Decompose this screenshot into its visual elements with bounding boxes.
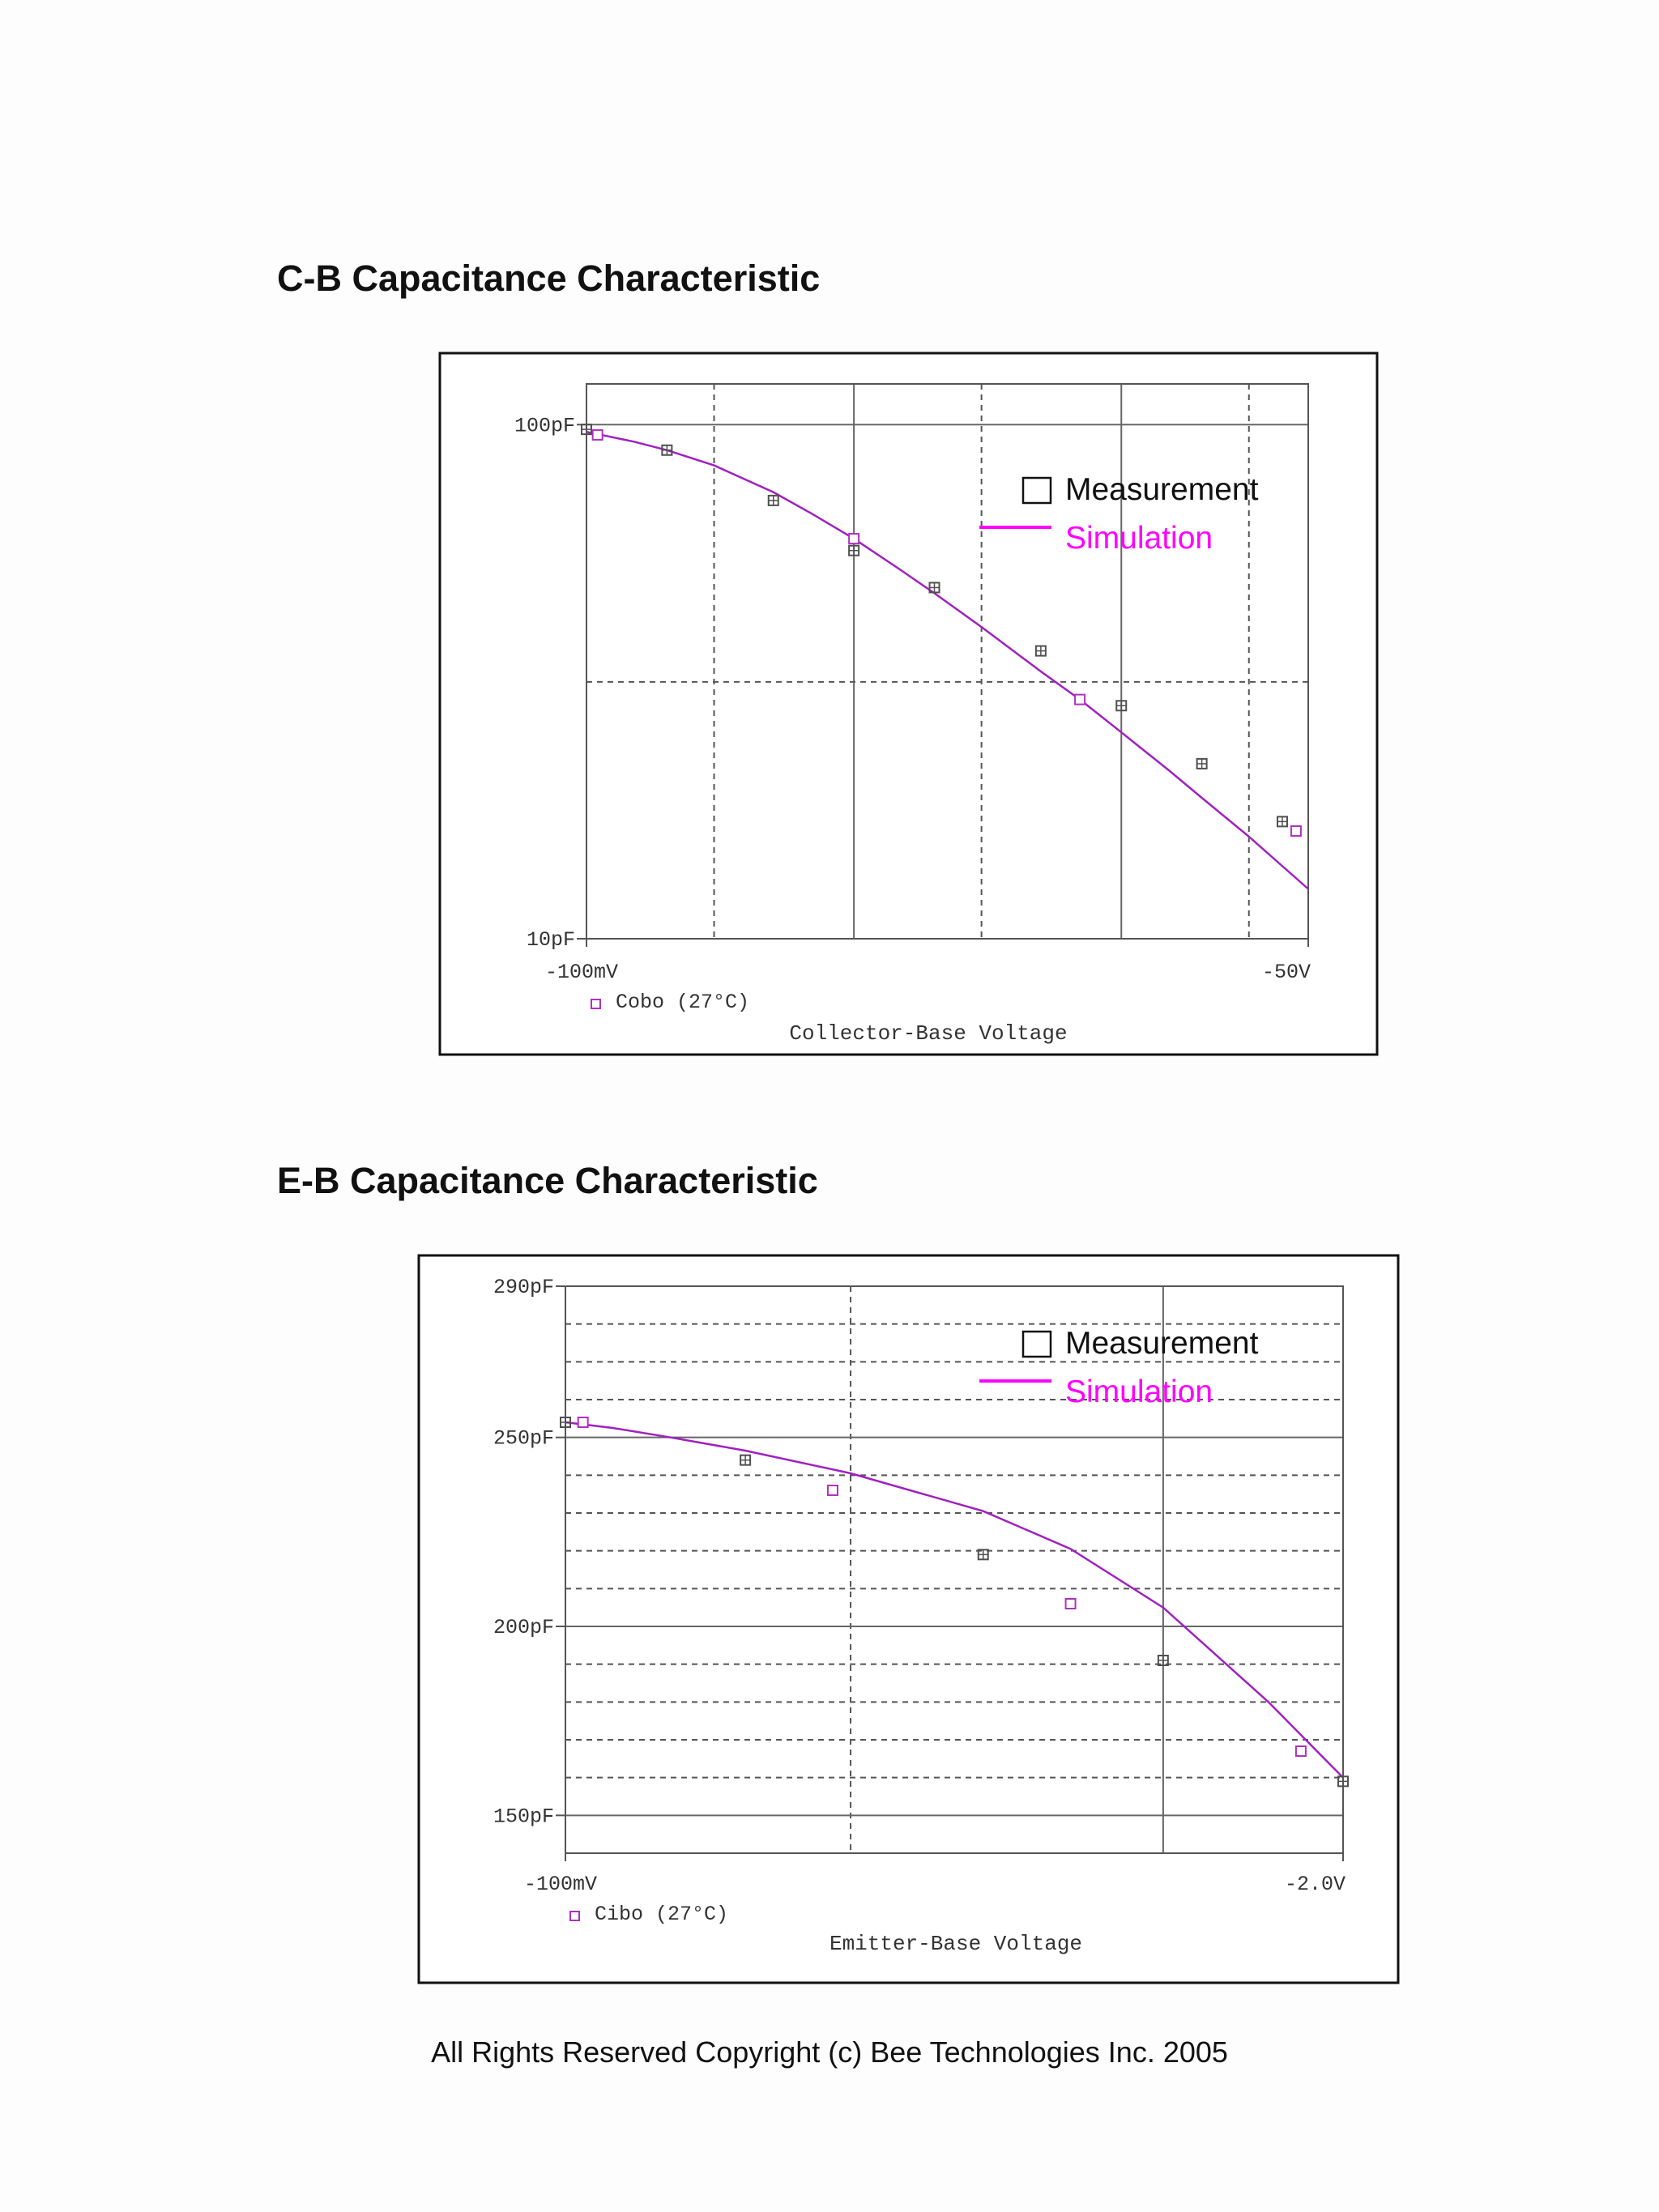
x-max-label: -50V — [1261, 961, 1311, 984]
chart-frame — [440, 353, 1377, 1055]
trace-marker — [849, 534, 859, 543]
simulation-legend-label: Simulation — [1065, 521, 1213, 556]
y-tick-label: 200pF — [493, 1616, 554, 1639]
y-tick-label: 100pF — [514, 414, 575, 438]
series-label: Cibo (27°C) — [595, 1903, 729, 1926]
trace-marker — [828, 1485, 838, 1495]
trace-marker — [1066, 1599, 1076, 1609]
eb-capacitance-chart — [0, 1254, 1659, 1991]
eb-capacitance-title: E-B Capacitance Characteristic — [277, 1160, 818, 1201]
cb-capacitance-chart — [0, 352, 1659, 1064]
y-tick-label: 10pF — [526, 928, 575, 952]
trace-marker — [578, 1417, 588, 1427]
trace-marker — [1296, 1746, 1306, 1756]
trace-marker — [1291, 826, 1301, 836]
measurement-legend-label: Measurement — [1065, 472, 1259, 507]
copyright-notice: All Rights Reserved Copyright (c) Bee Technologies Inc. 2005 — [431, 2035, 1228, 2069]
trace-marker — [593, 430, 603, 440]
cb-capacitance-title: C-B Capacitance Characteristic — [277, 258, 821, 299]
x-max-label: -2.0V — [1284, 1873, 1346, 1896]
trace-marker — [1075, 695, 1085, 705]
x-axis-title: Collector-Base Voltage — [789, 1021, 1068, 1046]
x-axis-title: Emitter-Base Voltage — [829, 1932, 1083, 1956]
measurement-legend-label: Measurement — [1065, 1326, 1259, 1361]
x-min-label: -100mV — [524, 1873, 598, 1896]
y-tick-label: 250pF — [493, 1426, 554, 1451]
x-min-label: -100mV — [545, 961, 619, 984]
series-label: Cobo (27°C) — [616, 991, 750, 1014]
y-tick-label: 290pF — [493, 1276, 554, 1299]
y-tick-label: 150pF — [493, 1805, 554, 1829]
simulation-legend-label: Simulation — [1065, 1375, 1213, 1409]
